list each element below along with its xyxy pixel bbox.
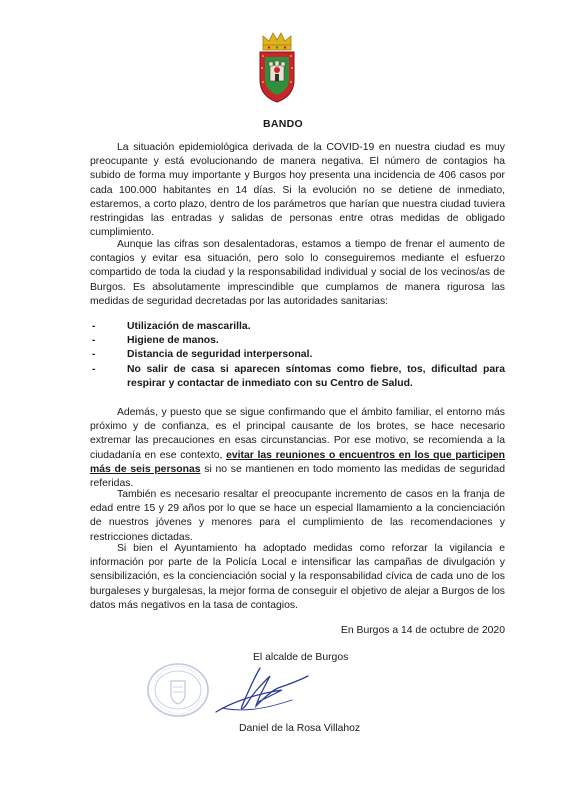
measure-mask: Utilización de mascarilla.: [127, 321, 251, 332]
list-bullet: -: [92, 363, 96, 375]
measure-symptoms: No salir de casa si aparecen síntomas como fiebre, tos, dificultad para respirar y contactar de inmediato con su Centro de Salud.: [127, 363, 505, 389]
list-bullet: -: [92, 349, 96, 361]
official-stamp-icon: [143, 661, 213, 719]
paragraph-awareness: Si bien el Ayuntamiento ha adoptado medidas como reforzar la vigilancia e información por parte de la Policía Local e intensificar las campañas de divulgación y sensibilización, es la concienciación social y la responsabilidad cívica de cada uno de los burgaleses y burgalesas, la mejor forma de conseguir el objetivo de alejar a Burgos de los datos más negativos en la tasa de contagios.: [90, 543, 505, 611]
document-title: BANDO: [263, 118, 303, 130]
paragraph-family-gatherings: [90, 406, 505, 491]
list-bullet: -: [92, 321, 96, 332]
list-item: [90, 320, 505, 334]
paragraph-measures-intro: Aunque las cifras son desalentadoras, estamos a tiempo de frenar el aumento de contagios y evitar esa situación, pero solo lo conseguiremos mediante el esfuerzo compartido de toda la ciudad y la responsabilidad individual y social de los vecinos/as de Burgos. Es absolutamente imprescindible que cumplamos de manera rigurosa las medidas de seguridad decretadas por las autoridades sanitarias:: [90, 239, 505, 307]
measure-hand-hygiene: Higiene de manos.: [127, 335, 219, 347]
list-item: [90, 334, 505, 348]
paragraph-situation: La situación epidemiológica derivada de la COVID-19 en nuestra ciudad es muy preocupante y está evolucionando de manera negativa. El número de contagios ha subido de forma muy importante y Burgos hoy presenta una incidencia de 406 casos por cada 100.000 habitantes en 14 días. Si la evolución no se detiene de inmediato, estaremos, a corto plazo, dentro de los parámetros que harían que nuestra ciudad tuviera restringidas las entradas y salidas de personas entre otras medidas de obligado cumplimiento.: [90, 142, 505, 239]
list-item: [90, 363, 505, 391]
signatory-name: Daniel de la Rosa Villahoz: [239, 723, 361, 734]
measures-list: [90, 320, 505, 391]
measure-distance: Distancia de seguridad interpersonal.: [127, 349, 313, 361]
paragraph-text: Además, y puesto que se sigue confirmando que el ámbito familiar, el entorno más próximo y de confianza, es el principal causante de los brotes, se hace necesario extremar las precauciones en esas circunstancias. Por ese motivo, se recomienda a la ciudadanía en ese contexto,: [90, 407, 505, 461]
signatory-role: El alcalde de Burgos: [253, 652, 349, 663]
paragraph-text: si no se mantienen en todo momento las medidas de seguridad referidas.: [90, 463, 505, 490]
list-item: [90, 348, 505, 362]
burgos-coat-of-arms-icon: [257, 30, 297, 104]
paragraph-youth: También es necesario resaltar el preocupante incremento de casos en la franja de edad entre 15 y 29 años por lo que se hace un especial llamamiento a la concienciación de nuestros jóvenes y menores para el cumplimiento de las recomendaciones y restricciones dictadas.: [90, 489, 505, 543]
handwritten-signature-icon: [212, 662, 312, 720]
list-bullet: -: [92, 335, 96, 347]
date-line: En Burgos a 14 de octubre de 2020: [340, 625, 505, 636]
gatherings-warning: evitar las reuniones o encuentros en los que participen más de seis personas: [90, 449, 505, 475]
